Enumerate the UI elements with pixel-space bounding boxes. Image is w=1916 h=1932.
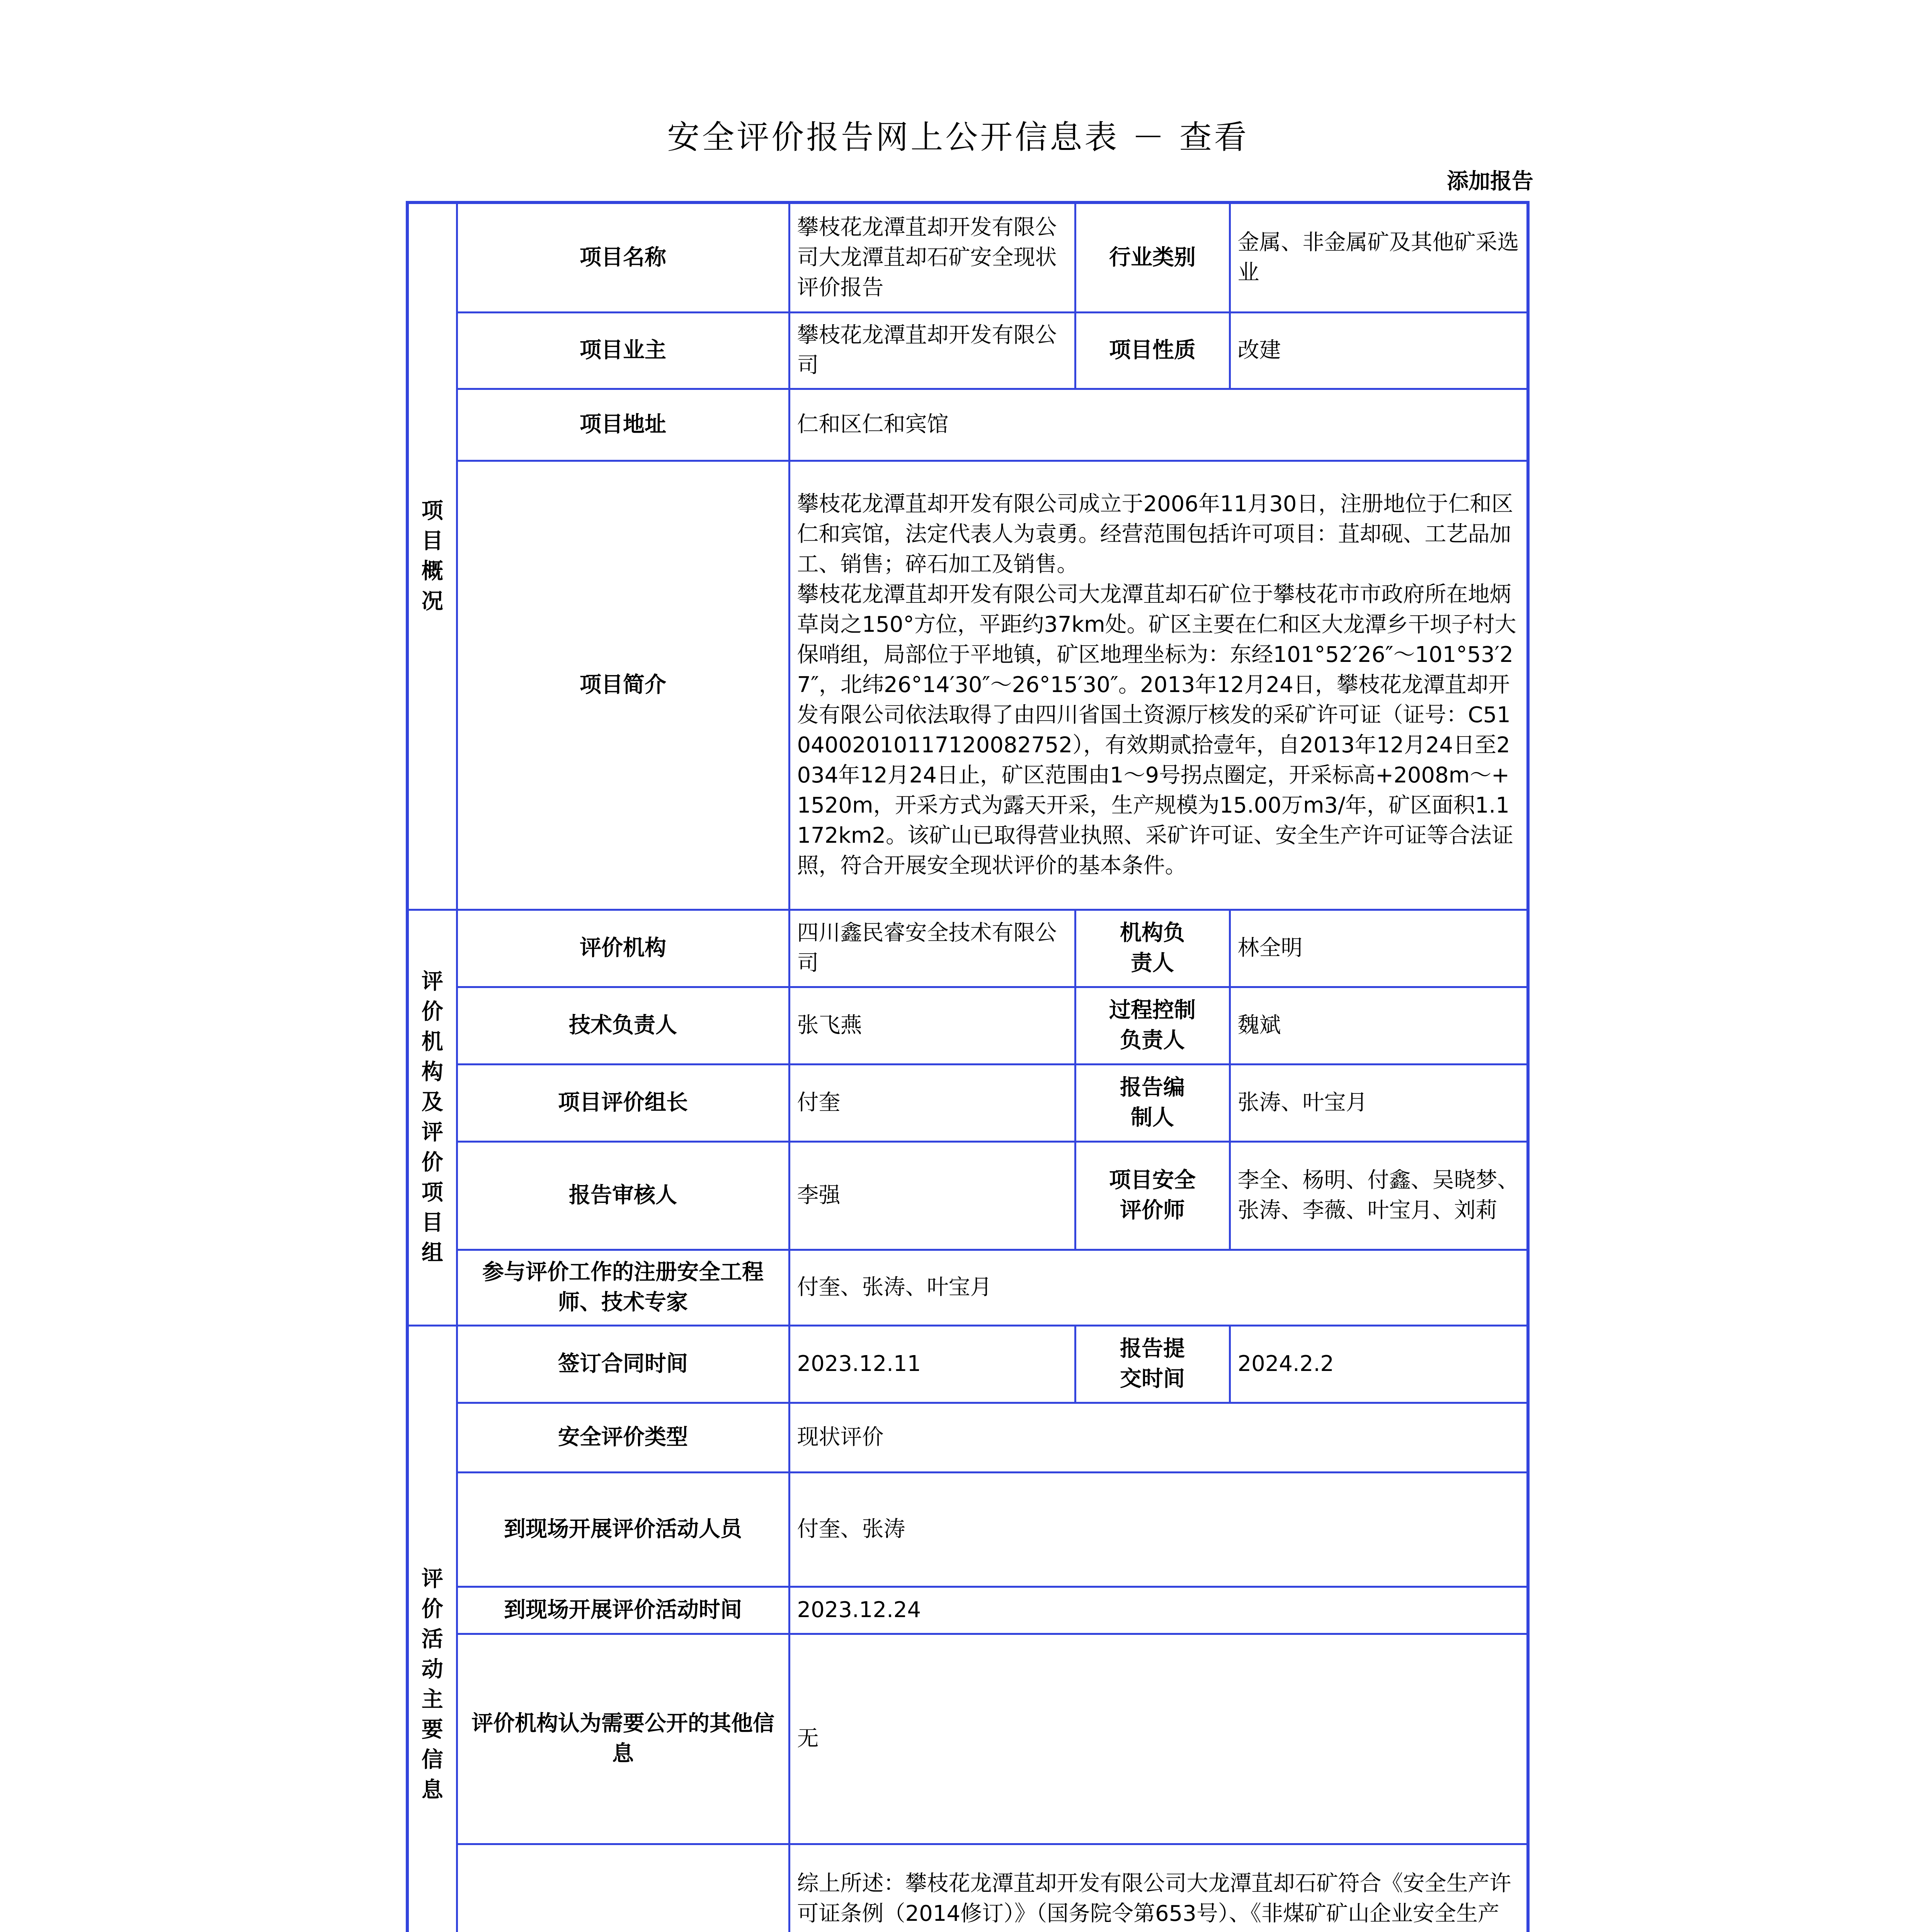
- report-editor-value: 张涛、叶宝月: [1230, 1064, 1528, 1141]
- section-activity: 评价活动主要信息: [407, 1325, 457, 1932]
- row-address: [407, 389, 1528, 461]
- section-overview: 项目概况: [407, 202, 457, 910]
- other-info-label: 评价机构认为需要公开的其他信息: [457, 1634, 789, 1844]
- info-table: [406, 201, 1530, 1932]
- reviewer-label: 报告审核人: [457, 1141, 789, 1250]
- nature-value: 改建: [1230, 312, 1528, 389]
- experts-value: 付奎、张涛、叶宝月: [789, 1250, 1528, 1325]
- row-tech: [407, 987, 1528, 1064]
- tech-lead-label: 技术负责人: [457, 987, 789, 1064]
- project-name-value: 攀枝花龙潭苴却开发有限公司大龙潭苴却石矿安全现状评价报告: [789, 202, 1075, 312]
- site-time-value: 2023.12.24: [789, 1587, 1528, 1634]
- row-conclusion: [407, 1844, 1528, 1932]
- submit-date-value: 2024.2.2: [1230, 1325, 1528, 1403]
- project-name-label: 项目名称: [457, 202, 789, 312]
- agency-head-value: 林全明: [1230, 910, 1528, 987]
- process-lead-label: 过程控制负责人: [1075, 987, 1230, 1064]
- row-staff: [407, 1472, 1528, 1587]
- section-org: 评价机构及评价项目组: [407, 910, 457, 1325]
- row-project-name: [407, 202, 1528, 312]
- row-time: [407, 1587, 1528, 1634]
- assessors-label: 项目安全评价师: [1075, 1141, 1230, 1250]
- row-reviewer: [407, 1141, 1528, 1250]
- owner-value: 攀枝花龙潭苴却开发有限公司: [789, 312, 1075, 389]
- report-editor-label: 报告编制人: [1075, 1064, 1230, 1141]
- agency-label: 评价机构: [457, 910, 789, 987]
- eval-type-label: 安全评价类型: [457, 1403, 789, 1472]
- nature-label: 项目性质: [1075, 312, 1230, 389]
- row-agency: [407, 910, 1528, 987]
- owner-label: 项目业主: [457, 312, 789, 389]
- reviewer-value: 李强: [789, 1141, 1075, 1250]
- row-experts: [407, 1250, 1528, 1325]
- site-time-label: 到现场开展评价活动时间: [457, 1587, 789, 1634]
- team-leader-label: 项目评价组长: [457, 1064, 789, 1141]
- intro-value: 攀枝花龙潭苴却开发有限公司成立于2006年11月30日，注册地位于仁和区仁和宾馆，法定代表人为袁勇。经营范围包括许可项目：苴却砚、工艺品加工、销售；碎石加工及销售。 攀枝花龙潭苴却开发有限公司大龙潭苴却石矿位于攀枝花市市政府所在地炳草岗之150°方位，平距约37km处。矿区主要在仁和区大龙潭乡干坝子村大保哨组，局部位于平地镇，矿区地理坐标为：东经101°52′26″～101°53′27″，北纬26°14′30″～26°15′30″。2013年12月24日，攀枝花龙潭苴却开发有限公司依法取得了由四川省国土资源厅核发的采矿许可证（证号：C5104002010117120082752），有效期贰拾壹年，自2013年12月24日至2034年12月24日止，矿区范围由1～9号拐点圈定，开采标高+2008m～+1520m，开采方式为露天开采，生产规模为15.00万m3/年，矿区面积1.1172km2。该矿山已取得营业执照、采矿许可证、安全生产许可证等合法证照，符合开展安全现状评价的基本条件。: [789, 461, 1528, 910]
- site-staff-value: 付奎、张涛: [789, 1472, 1528, 1587]
- agency-head-label: 机构负责人: [1075, 910, 1230, 987]
- other-info-value: 无: [789, 1634, 1528, 1844]
- row-leader: [407, 1064, 1528, 1141]
- address-value: 仁和区仁和宾馆: [789, 389, 1528, 461]
- site-staff-label: 到现场开展评价活动人员: [457, 1472, 789, 1587]
- intro-label: 项目简介: [457, 461, 789, 910]
- row-contract: [407, 1325, 1528, 1403]
- industry-label: 行业类别: [1075, 202, 1230, 312]
- row-intro: [407, 461, 1528, 910]
- conclusion-value: 综上所述：攀枝花龙潭苴却开发有限公司大龙潭苴却石矿符合《安全生产许可证条例（2014修订）》（国务院令第653号）、《非煤矿矿山企业安全生产: [789, 1844, 1528, 1932]
- contract-date-label: 签订合同时间: [457, 1325, 789, 1403]
- conclusion-label: [457, 1844, 789, 1932]
- submit-date-label: 报告提交时间: [1075, 1325, 1230, 1403]
- address-label: 项目地址: [457, 389, 789, 461]
- contract-date-value: 2023.12.11: [789, 1325, 1075, 1403]
- row-owner: [407, 312, 1528, 389]
- experts-label: 参与评价工作的注册安全工程师、技术专家: [457, 1250, 789, 1325]
- team-leader-value: 付奎: [789, 1064, 1075, 1141]
- page-title: 安全评价报告网上公开信息表 － 查看: [667, 118, 1249, 156]
- industry-value: 金属、非金属矿及其他矿采选业: [1230, 202, 1528, 312]
- agency-value: 四川鑫民睿安全技术有限公司: [789, 910, 1075, 987]
- assessors-value: 李全、杨明、付鑫、吴晓梦、张涛、李薇、叶宝月、刘莉: [1230, 1141, 1528, 1250]
- tech-lead-value: 张飞燕: [789, 987, 1075, 1064]
- row-other: [407, 1634, 1528, 1844]
- row-type: [407, 1403, 1528, 1472]
- eval-type-value: 现状评价: [789, 1403, 1528, 1472]
- add-report-link[interactable]: 添加报告: [1447, 169, 1533, 194]
- process-lead-value: 魏斌: [1230, 987, 1528, 1064]
